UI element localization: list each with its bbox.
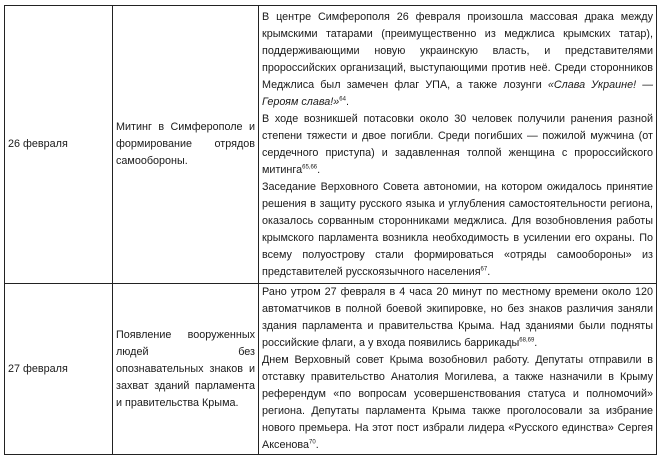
footnote-ref: 70: [309, 439, 316, 446]
date-cell: 27 февраля: [5, 284, 113, 455]
description-cell: [259, 284, 657, 455]
description-paragraph: Рано утром 27 февраля в 4 часа 20 минут по местному времени около 120 автоматчиков в полной боевой экипировке, но без знаков различия заняли здания парламента и правительства Крыма. Над зданиями были подняты российские флаги, а у входа появились баррикады$^{68,69}$.: [262, 286, 653, 349]
date-cell: 26 февраля: [5, 6, 113, 284]
description-paragraph: Заседание Верховного Совета автономии, на котором ожидалось принятие решения в защиту русского языка и углубления самостоятельности региона, оказалось сорванным сторонниками меджлиса. Для возобновления работы крымского парламента возникла необходимость в усилении его охраны. По всему полуострову стали формироваться «отряды самообороны» из представителей русскоязычного населения$^{67}$.: [262, 180, 653, 278]
description-paragraph: В центре Симферополя 26 февраля произошла массовая драка между крымскими татарами (преимущественно из меджлиса крымских татар), поддерживающими новую украинскую власть, и представителями пророссийских организаций, выступающими против неё. Среди сторонников Меджлиса был замечен флаг УПА, а также лозунги «Слава Украине! — Героям слава!»$^{64}$.: [262, 10, 653, 108]
table-row: [5, 6, 657, 284]
footnote-ref: 68,69: [519, 337, 535, 344]
footnote-ref: 65,66: [302, 163, 318, 170]
footnote-ref: 64: [339, 95, 346, 102]
description-cell: [259, 6, 657, 284]
event-cell: Митинг в Симферополе и формирование отрядов самообороны.: [113, 6, 259, 284]
table-row: [5, 284, 657, 455]
description-paragraph: В ходе возникшей потасовки около 30 человек получили ранения разной степени тяжести и двое погибли. Среди погибших — пожилой мужчина (от сердечного приступа) и задавленная толпой женщина с пророссийского митинга$^{65,66}$.: [262, 112, 653, 176]
footnote-ref: 67: [480, 265, 488, 272]
chronology-table: [4, 5, 657, 455]
description-paragraph: Днем Верховный совет Крыма возобновил работу. Депутаты отправили в отставку правительство Анатолия Могилева, а также назначили в Крыму референдум «по вопросам усовершенствования статуса и полномочий» региона. Депутаты парламента Крыма также проголосовали за избрание нового премьера. На этот пост избрали лидера «Русского единства» Сергея Аксенова$^{70}$.: [262, 354, 653, 451]
event-cell: Появление вооруженных людей без опознавательных знаков и захват зданий парламента и правительства Крыма.: [113, 284, 259, 455]
